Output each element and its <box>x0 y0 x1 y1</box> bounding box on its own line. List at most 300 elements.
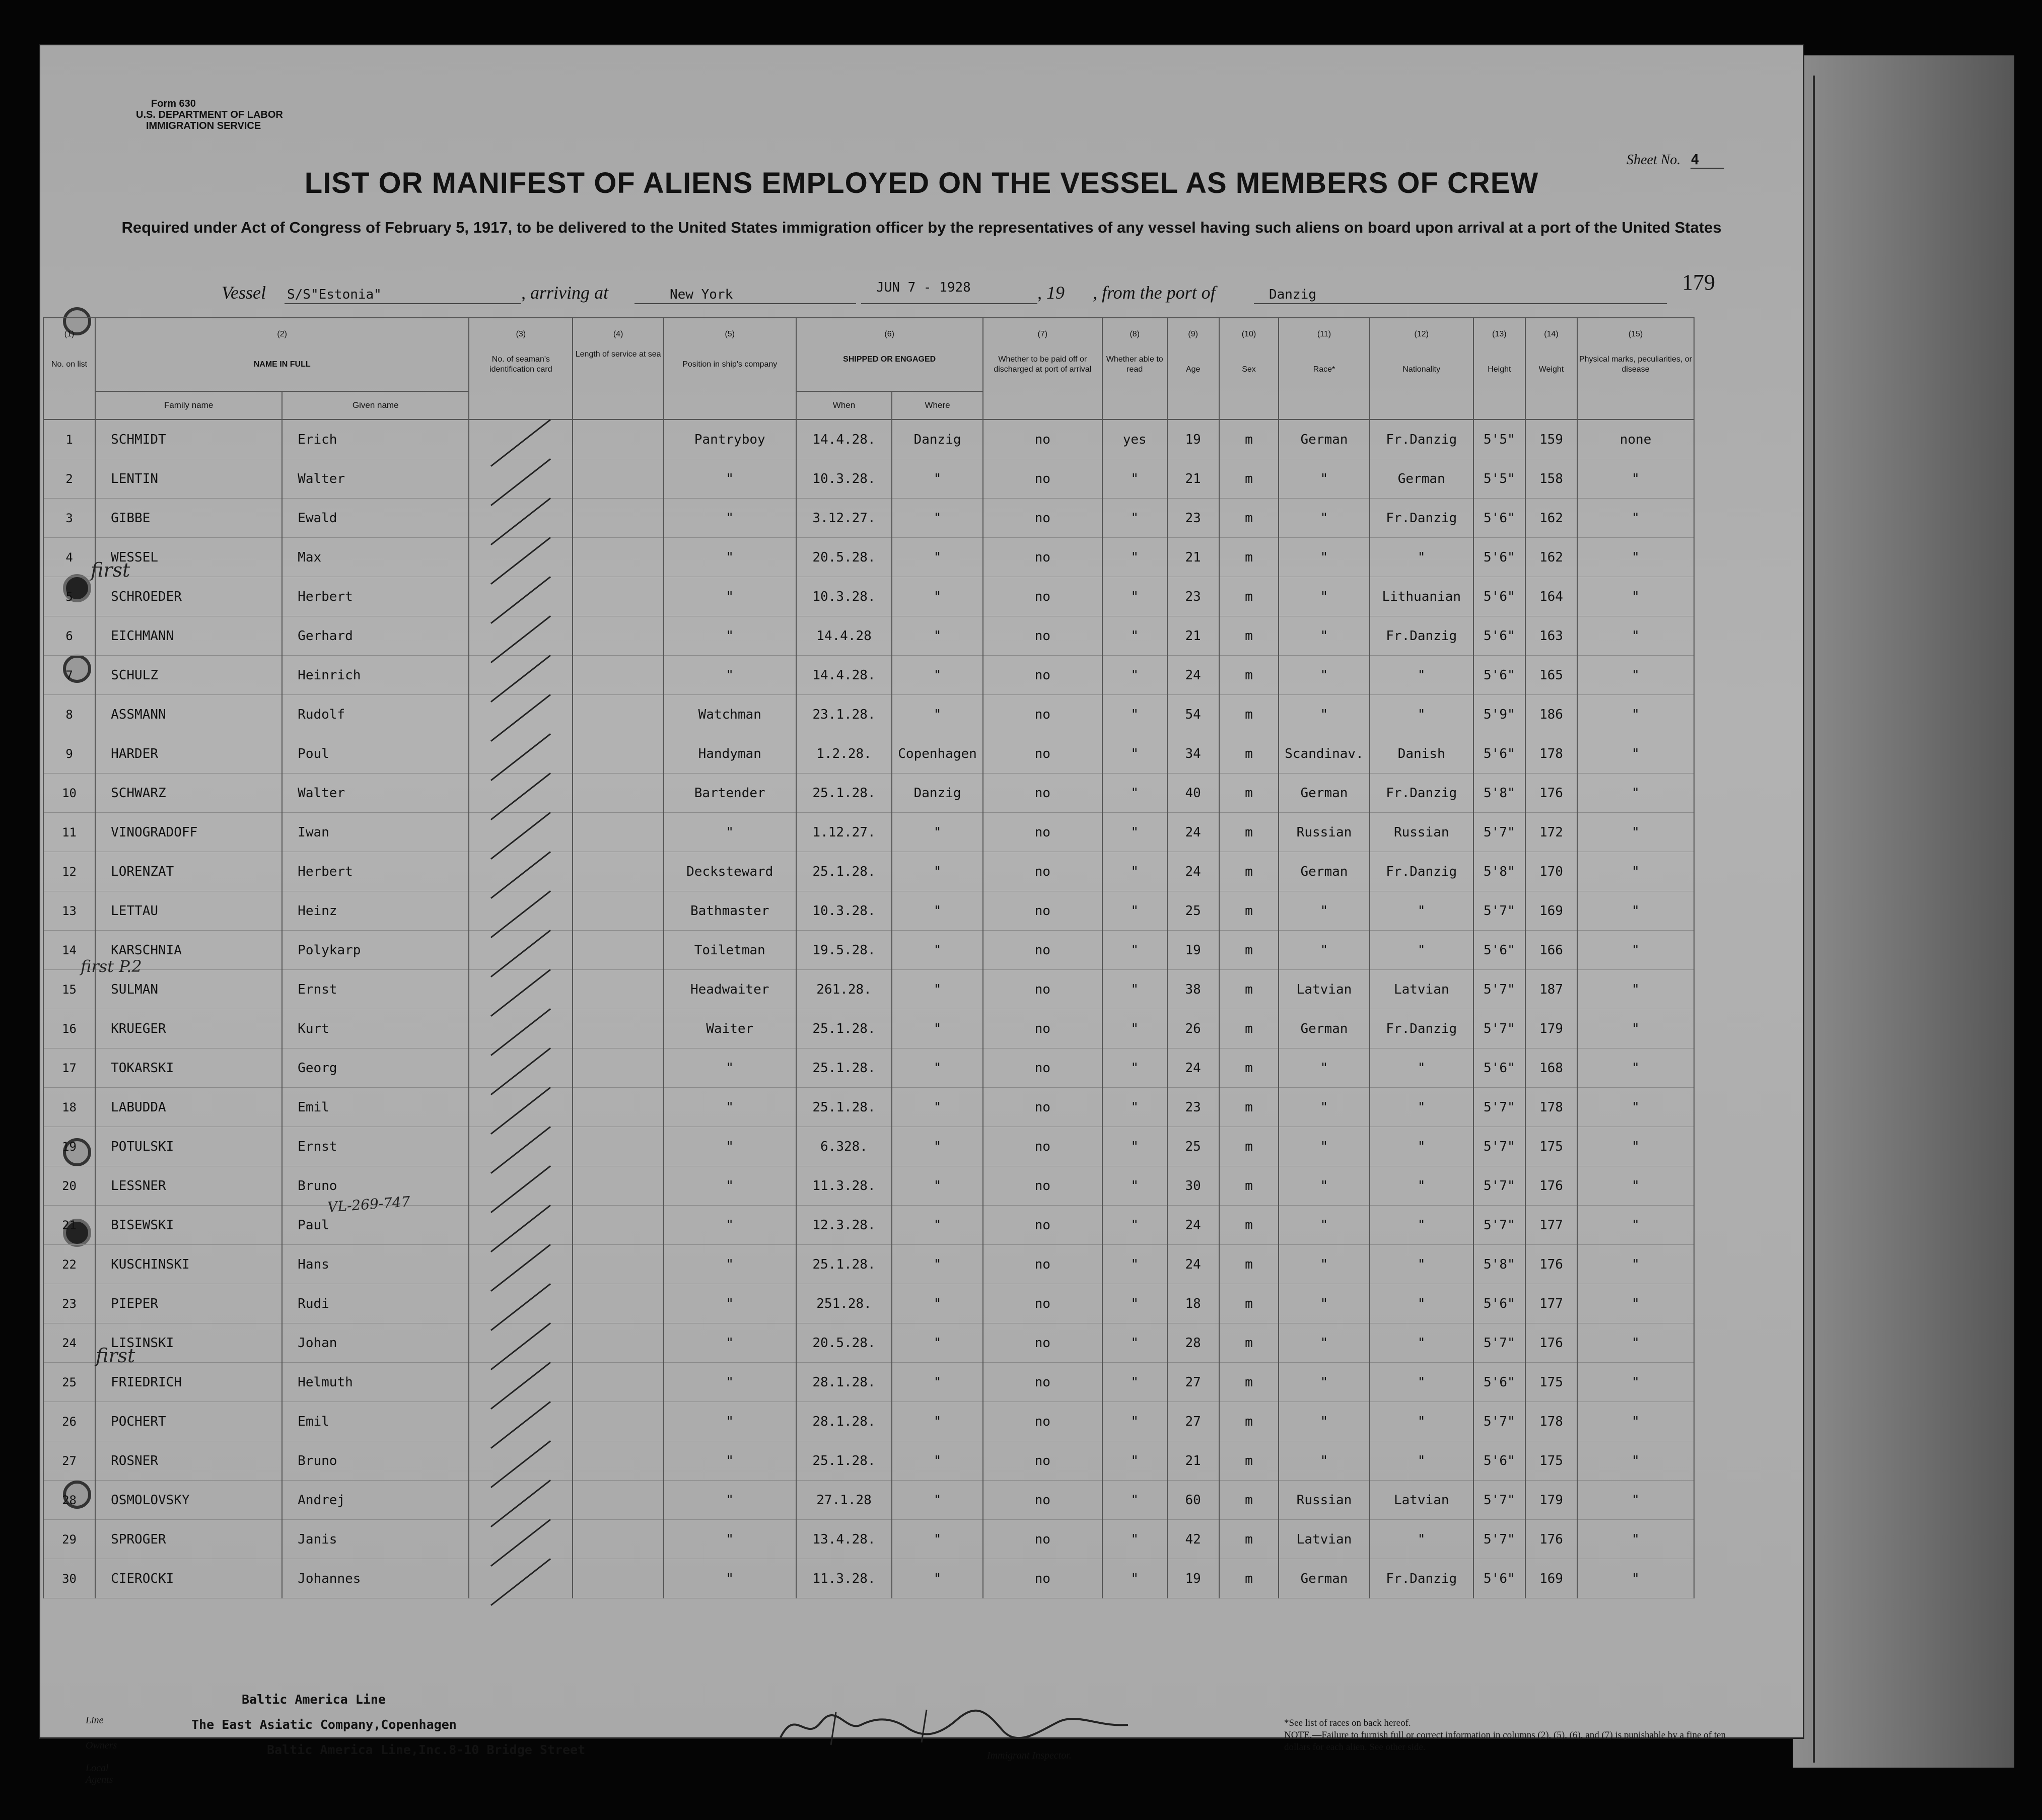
nationality-cell: Fr.Danzig <box>1370 499 1473 538</box>
id-card-cell <box>469 813 573 852</box>
position-cell: " <box>664 1127 796 1166</box>
id-card-cell <box>469 1323 573 1363</box>
race-cell: " <box>1279 1402 1369 1441</box>
paid-off-cell: no <box>983 970 1102 1009</box>
handwritten-card-number: VL-269-747 <box>327 1193 411 1216</box>
weight-cell: 166 <box>1525 931 1577 970</box>
table-row <box>43 1481 1694 1520</box>
race-cell: " <box>1279 1323 1369 1363</box>
table-row <box>43 1441 1694 1481</box>
header-position: (5) Position in ship's company <box>664 318 796 419</box>
shipped-when-cell: 25.1.28. <box>796 1088 892 1127</box>
header-able-to-read: (8) Whether able to read <box>1102 318 1167 419</box>
able-to-read-cell: " <box>1102 1088 1167 1127</box>
given-name: Erich <box>282 419 469 459</box>
race-cell: " <box>1279 1088 1369 1127</box>
sex-cell: m <box>1219 1323 1279 1363</box>
physical-marks-cell: " <box>1577 1245 1694 1284</box>
shipped-where-cell: Danzig <box>892 419 982 459</box>
race-cell: German <box>1279 419 1369 459</box>
age-cell: 25 <box>1167 891 1219 931</box>
position-cell: " <box>664 459 796 499</box>
department-name: U.S. DEPARTMENT OF LABOR <box>136 109 283 120</box>
vessel-line <box>222 282 1732 307</box>
able-to-read-cell: " <box>1102 1323 1167 1363</box>
shipped-when-cell: 10.3.28. <box>796 891 892 931</box>
margin-note-first: first <box>91 559 130 581</box>
weight-cell: 177 <box>1525 1206 1577 1245</box>
position-cell: Pantryboy <box>664 419 796 459</box>
shipped-where-cell: " <box>892 1323 982 1363</box>
physical-marks-cell: " <box>1577 1166 1694 1206</box>
sex-cell: m <box>1219 1481 1279 1520</box>
id-card-cell <box>469 1088 573 1127</box>
nationality-cell: " <box>1370 1284 1473 1323</box>
given-name: Emil <box>282 1088 469 1127</box>
position-cell: " <box>664 1245 796 1284</box>
service-length-cell <box>573 1048 663 1088</box>
age-cell: 54 <box>1167 695 1219 734</box>
id-card-cell <box>469 1009 573 1048</box>
weight-cell: 176 <box>1525 1520 1577 1559</box>
age-cell: 23 <box>1167 577 1219 616</box>
id-card-cell <box>469 1520 573 1559</box>
table-row <box>43 1363 1694 1402</box>
service-length-cell <box>573 1284 663 1323</box>
shipped-where-cell: " <box>892 1481 982 1520</box>
given-name: Ernst <box>282 970 469 1009</box>
row-number: 24 <box>43 1323 95 1363</box>
shipped-where-cell: " <box>892 577 982 616</box>
family-name: BISEWSKI <box>95 1206 282 1245</box>
service-length-cell <box>573 734 663 774</box>
sex-cell: m <box>1219 616 1279 656</box>
height-cell: 5'9" <box>1473 695 1525 734</box>
race-cell: " <box>1279 499 1369 538</box>
physical-marks-cell: " <box>1577 1441 1694 1481</box>
position-cell: " <box>664 656 796 695</box>
age-cell: 27 <box>1167 1402 1219 1441</box>
position-cell: " <box>664 577 796 616</box>
shipped-where-cell: " <box>892 1009 982 1048</box>
position-cell: " <box>664 1402 796 1441</box>
paid-off-cell: no <box>983 1284 1102 1323</box>
family-name: WESSEL <box>95 538 282 577</box>
shipped-when-cell: 25.1.28. <box>796 774 892 813</box>
owners-label: Owners <box>86 1740 117 1751</box>
table-row <box>43 1127 1694 1166</box>
able-to-read-cell: " <box>1102 1206 1167 1245</box>
shipped-when-cell: 23.1.28. <box>796 695 892 734</box>
agents-label: Local Agents <box>86 1763 113 1785</box>
nationality-cell: " <box>1370 1245 1473 1284</box>
age-cell: 38 <box>1167 970 1219 1009</box>
header-physical-marks: (15) Physical marks, peculiarities, or disease <box>1577 318 1694 419</box>
paid-off-cell: no <box>983 1323 1102 1363</box>
row-number: 3 <box>43 499 95 538</box>
row-number: 25 <box>43 1363 95 1402</box>
paid-off-cell: no <box>983 1363 1102 1402</box>
physical-marks-cell: " <box>1577 1009 1694 1048</box>
age-cell: 24 <box>1167 1048 1219 1088</box>
service-length-cell <box>573 695 663 734</box>
shipped-where-cell: " <box>892 852 982 891</box>
shipped-where-cell: " <box>892 1402 982 1441</box>
able-to-read-cell: " <box>1102 774 1167 813</box>
sex-cell: m <box>1219 695 1279 734</box>
height-cell: 5'7" <box>1473 1009 1525 1048</box>
position-cell: " <box>664 1481 796 1520</box>
table-row <box>43 656 1694 695</box>
sex-cell: m <box>1219 577 1279 616</box>
shipped-where-cell: " <box>892 891 982 931</box>
sex-cell: m <box>1219 656 1279 695</box>
row-number: 9 <box>43 734 95 774</box>
able-to-read-cell: " <box>1102 1363 1167 1402</box>
position-cell: " <box>664 1088 796 1127</box>
shipped-when-cell: 14.4.28. <box>796 419 892 459</box>
sex-cell: m <box>1219 1166 1279 1206</box>
race-cell: " <box>1279 459 1369 499</box>
age-cell: 40 <box>1167 774 1219 813</box>
weight-cell: 176 <box>1525 1323 1577 1363</box>
position-cell: Handyman <box>664 734 796 774</box>
service-length-cell <box>573 419 663 459</box>
family-name: KARSCHNIA <box>95 931 282 970</box>
sex-cell: m <box>1219 970 1279 1009</box>
given-name: Bruno <box>282 1441 469 1481</box>
shipped-when-cell: 11.3.28. <box>796 1166 892 1206</box>
weight-cell: 165 <box>1525 656 1577 695</box>
weight-cell: 179 <box>1525 1481 1577 1520</box>
nationality-cell: " <box>1370 1363 1473 1402</box>
race-cell: " <box>1279 891 1369 931</box>
header-list-no: (1) No. on list <box>43 318 95 419</box>
nationality-cell: " <box>1370 1206 1473 1245</box>
age-cell: 42 <box>1167 1520 1219 1559</box>
row-number: 4 <box>43 538 95 577</box>
given-name: Gerhard <box>282 616 469 656</box>
crew-manifest-table <box>43 317 1695 1598</box>
shipped-when-cell: 25.1.28. <box>796 852 892 891</box>
id-card-cell <box>469 1441 573 1481</box>
given-name: Janis <box>282 1520 469 1559</box>
given-name: Herbert <box>282 852 469 891</box>
paid-off-cell: no <box>983 1559 1102 1598</box>
sex-cell: m <box>1219 459 1279 499</box>
shipped-when-cell: 25.1.28. <box>796 1441 892 1481</box>
id-card-cell <box>469 852 573 891</box>
age-cell: 60 <box>1167 1481 1219 1520</box>
weight-cell: 162 <box>1525 538 1577 577</box>
age-cell: 28 <box>1167 1323 1219 1363</box>
height-cell: 5'6" <box>1473 1559 1525 1598</box>
age-cell: 27 <box>1167 1363 1219 1402</box>
id-card-cell <box>469 734 573 774</box>
departure-port: Danzig <box>1269 287 1316 302</box>
row-number: 7 <box>43 656 95 695</box>
shipped-when-cell: 20.5.28. <box>796 1323 892 1363</box>
service-length-cell <box>573 774 663 813</box>
physical-marks-cell: " <box>1577 1323 1694 1363</box>
shipped-when-cell: 25.1.28. <box>796 1048 892 1088</box>
family-name: PIEPER <box>95 1284 282 1323</box>
family-name: SCHMIDT <box>95 419 282 459</box>
able-to-read-cell: " <box>1102 1441 1167 1481</box>
given-name: Andrej <box>282 1481 469 1520</box>
age-cell: 26 <box>1167 1009 1219 1048</box>
service-length-cell <box>573 813 663 852</box>
table-row <box>43 1088 1694 1127</box>
id-card-cell <box>469 970 573 1009</box>
nationality-cell: " <box>1370 538 1473 577</box>
race-cell: German <box>1279 774 1369 813</box>
height-cell: 5'7" <box>1473 813 1525 852</box>
row-number: 27 <box>43 1441 95 1481</box>
shipped-where-cell: Danzig <box>892 774 982 813</box>
paid-off-cell: no <box>983 419 1102 459</box>
shipped-where-cell: " <box>892 459 982 499</box>
position-cell: " <box>664 1166 796 1206</box>
paid-off-cell: no <box>983 852 1102 891</box>
header-age: (9) Age <box>1167 318 1219 419</box>
weight-cell: 175 <box>1525 1363 1577 1402</box>
paid-off-cell: no <box>983 1088 1102 1127</box>
table-row <box>43 419 1694 459</box>
weight-cell: 168 <box>1525 1048 1577 1088</box>
sex-cell: m <box>1219 734 1279 774</box>
able-to-read-cell: " <box>1102 656 1167 695</box>
position-cell: " <box>664 1048 796 1088</box>
row-number: 12 <box>43 852 95 891</box>
height-cell: 5'5" <box>1473 459 1525 499</box>
family-name: POTULSKI <box>95 1127 282 1166</box>
line-label: Line <box>86 1715 104 1726</box>
race-cell: " <box>1279 577 1369 616</box>
sex-cell: m <box>1219 1363 1279 1402</box>
underlying-page-edge <box>1813 76 2026 1763</box>
sex-cell: m <box>1219 852 1279 891</box>
nationality-cell: " <box>1370 931 1473 970</box>
row-number: 11 <box>43 813 95 852</box>
id-card-cell <box>469 1559 573 1598</box>
nationality-cell: Latvian <box>1370 1481 1473 1520</box>
height-cell: 5'6" <box>1473 616 1525 656</box>
nationality-cell: " <box>1370 656 1473 695</box>
table-row <box>43 813 1694 852</box>
nationality-cell: German <box>1370 459 1473 499</box>
able-to-read-cell: " <box>1102 577 1167 616</box>
shipped-when-cell: 28.1.28. <box>796 1402 892 1441</box>
shipped-when-cell: 1.12.27. <box>796 813 892 852</box>
family-name: OSMOLOVSKY <box>95 1481 282 1520</box>
weight-cell: 162 <box>1525 499 1577 538</box>
races-note: *See list of races on back hereof. <box>1284 1718 1411 1728</box>
able-to-read-cell: " <box>1102 813 1167 852</box>
paid-off-cell: no <box>983 734 1102 774</box>
shipped-where-cell: Copenhagen <box>892 734 982 774</box>
height-cell: 5'7" <box>1473 1088 1525 1127</box>
weight-cell: 176 <box>1525 774 1577 813</box>
position-cell: Decksteward <box>664 852 796 891</box>
family-name: POCHERT <box>95 1402 282 1441</box>
weight-cell: 175 <box>1525 1127 1577 1166</box>
physical-marks-cell: " <box>1577 538 1694 577</box>
paid-off-cell: no <box>983 891 1102 931</box>
able-to-read-cell: " <box>1102 891 1167 931</box>
able-to-read-cell: " <box>1102 695 1167 734</box>
age-cell: 19 <box>1167 931 1219 970</box>
id-card-cell <box>469 1127 573 1166</box>
table-row <box>43 1245 1694 1284</box>
nationality-cell: Fr.Danzig <box>1370 852 1473 891</box>
shipped-where-cell: " <box>892 616 982 656</box>
height-cell: 5'7" <box>1473 1520 1525 1559</box>
physical-marks-cell: " <box>1577 1363 1694 1402</box>
service-length-cell <box>573 1441 663 1481</box>
margin-note-first-p2: first P.2 <box>81 957 142 976</box>
race-cell: " <box>1279 1206 1369 1245</box>
nationality-cell: Fr.Danzig <box>1370 1009 1473 1048</box>
paid-off-cell: no <box>983 1441 1102 1481</box>
id-card-cell <box>469 1481 573 1520</box>
family-name: SPROGER <box>95 1520 282 1559</box>
race-cell: Scandinav. <box>1279 734 1369 774</box>
height-cell: 5'8" <box>1473 852 1525 891</box>
family-name: SULMAN <box>95 970 282 1009</box>
nationality-cell: Fr.Danzig <box>1370 1559 1473 1598</box>
family-name: GIBBE <box>95 499 282 538</box>
race-cell: " <box>1279 931 1369 970</box>
weight-cell: 175 <box>1525 1441 1577 1481</box>
able-to-read-cell: " <box>1102 1009 1167 1048</box>
row-number: 10 <box>43 774 95 813</box>
table-row <box>43 499 1694 538</box>
header-sex: (10) Sex <box>1219 318 1279 419</box>
row-number: 16 <box>43 1009 95 1048</box>
able-to-read-cell: " <box>1102 1048 1167 1088</box>
sex-cell: m <box>1219 1127 1279 1166</box>
header-weight: (14) Weight <box>1525 318 1577 419</box>
vessel-label: Vessel <box>222 283 266 303</box>
able-to-read-cell: " <box>1102 616 1167 656</box>
id-card-cell <box>469 931 573 970</box>
weight-cell: 187 <box>1525 970 1577 1009</box>
position-cell: " <box>664 1441 796 1481</box>
age-cell: 30 <box>1167 1166 1219 1206</box>
table-row <box>43 577 1694 616</box>
given-name: Heinrich <box>282 656 469 695</box>
agents-value: Baltic America Line,Inc.8-10 Bridge Street <box>267 1742 586 1757</box>
arrival-port: New York <box>670 287 733 302</box>
given-name: Iwan <box>282 813 469 852</box>
given-name: Johan <box>282 1323 469 1363</box>
race-cell: " <box>1279 1245 1369 1284</box>
margin-note-first: first <box>96 1345 135 1367</box>
height-cell: 5'7" <box>1473 1127 1525 1166</box>
age-cell: 21 <box>1167 616 1219 656</box>
row-number: 15 <box>43 970 95 1009</box>
service-length-cell <box>573 1481 663 1520</box>
shipped-where-cell: " <box>892 1284 982 1323</box>
fine-note: NOTE.—Failure to furnish full or correct information in columns (2), (5), (6), and (7) is punishable by a fine of ten dollars for each alien. See other side. <box>1284 1730 1726 1753</box>
service-length-cell <box>573 1166 663 1206</box>
row-number: 29 <box>43 1520 95 1559</box>
given-name: Emil <box>282 1402 469 1441</box>
shipped-where-cell: " <box>892 931 982 970</box>
physical-marks-cell: " <box>1577 656 1694 695</box>
table-row <box>43 774 1694 813</box>
shipped-where-cell: " <box>892 1559 982 1598</box>
service-length-cell <box>573 852 663 891</box>
row-number: 6 <box>43 616 95 656</box>
physical-marks-cell: " <box>1577 774 1694 813</box>
nationality-cell: Lithuanian <box>1370 577 1473 616</box>
header-name: (2) NAME IN FULL <box>95 318 469 391</box>
nationality-cell: " <box>1370 1402 1473 1441</box>
given-name: Walter <box>282 774 469 813</box>
weight-cell: 158 <box>1525 459 1577 499</box>
service-length-cell <box>573 891 663 931</box>
header-nationality: (12) Nationality <box>1370 318 1473 419</box>
weight-cell: 164 <box>1525 577 1577 616</box>
race-cell: " <box>1279 1284 1369 1323</box>
sex-cell: m <box>1219 1245 1279 1284</box>
sex-cell: m <box>1219 1441 1279 1481</box>
shipped-where-cell: " <box>892 1127 982 1166</box>
given-name: Johannes <box>282 1559 469 1598</box>
weight-cell: 186 <box>1525 695 1577 734</box>
id-card-cell <box>469 1363 573 1402</box>
paid-off-cell: no <box>983 1245 1102 1284</box>
race-cell: " <box>1279 1127 1369 1166</box>
physical-marks-cell: " <box>1577 1520 1694 1559</box>
id-card-cell <box>469 577 573 616</box>
paid-off-cell: no <box>983 1481 1102 1520</box>
service-length-cell <box>573 656 663 695</box>
position-cell: Waiter <box>664 1009 796 1048</box>
able-to-read-cell: " <box>1102 1481 1167 1520</box>
physical-marks-cell: " <box>1577 1284 1694 1323</box>
physical-marks-cell: " <box>1577 734 1694 774</box>
header-paid-off: (7) Whether to be paid off or discharged at port of arrival <box>983 318 1102 419</box>
table-row <box>43 1323 1694 1363</box>
shipped-when-cell: 28.1.28. <box>796 1363 892 1402</box>
shipped-when-cell: 20.5.28. <box>796 538 892 577</box>
physical-marks-cell: " <box>1577 1048 1694 1088</box>
age-cell: 34 <box>1167 734 1219 774</box>
able-to-read-cell: " <box>1102 1245 1167 1284</box>
position-cell: Headwaiter <box>664 970 796 1009</box>
shipped-where-cell: " <box>892 1088 982 1127</box>
row-number: 22 <box>43 1245 95 1284</box>
family-name: KRUEGER <box>95 1009 282 1048</box>
shipped-when-cell: 14.4.28 <box>796 616 892 656</box>
physical-marks-cell: " <box>1577 970 1694 1009</box>
shipped-where-cell: " <box>892 1363 982 1402</box>
height-cell: 5'7" <box>1473 1402 1525 1441</box>
physical-marks-cell: " <box>1577 1402 1694 1441</box>
table-row <box>43 1284 1694 1323</box>
service-length-cell <box>573 577 663 616</box>
family-name: LESSNER <box>95 1166 282 1206</box>
given-name: Rudolf <box>282 695 469 734</box>
weight-cell: 178 <box>1525 1088 1577 1127</box>
physical-marks-cell: " <box>1577 499 1694 538</box>
physical-marks-cell: " <box>1577 931 1694 970</box>
given-name: Ernst <box>282 1127 469 1166</box>
position-cell: " <box>664 1206 796 1245</box>
